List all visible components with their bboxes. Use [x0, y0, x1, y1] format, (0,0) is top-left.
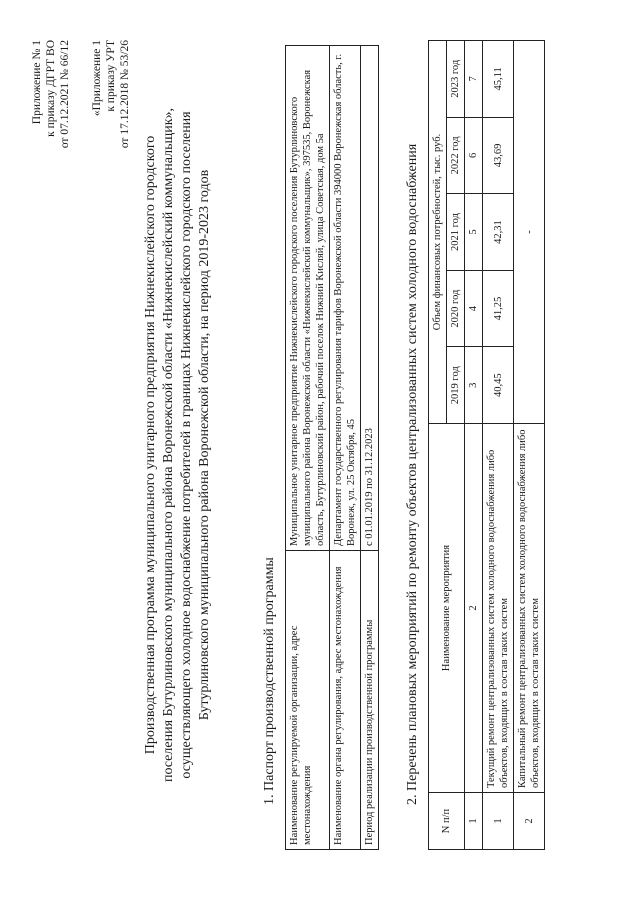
- row-value: 43,69: [483, 117, 514, 194]
- passport-table: [285, 45, 379, 850]
- document-title: [142, 75, 214, 815]
- year-header: 2022 год: [447, 117, 465, 194]
- index-cell: 5: [465, 194, 483, 271]
- table-index-row: [465, 41, 483, 850]
- table-row: [361, 46, 379, 850]
- row-num: 2: [514, 793, 545, 850]
- appendix-line: от 07.12.2021 № 66/12: [59, 40, 71, 149]
- year-header: 2020 год: [447, 270, 465, 347]
- index-cell: 3: [465, 347, 483, 424]
- passport-heading: 1. Паспорт производственной программы: [262, 557, 277, 805]
- plan-table: [428, 40, 545, 850]
- index-cell: 7: [465, 41, 483, 118]
- passport-value: Муниципальное унитарное предприятие Нижнекислейского городского поселения Бутурлиновского муниципального района Воронежской области «Нижнекислейский коммунальщик», 397535, Воронежская область, Бутурлиновский район, рабочий поселок Нижний Кисляй, улица Советская, дом 5а: [286, 46, 330, 551]
- appendix-line: к приказу УРТ: [105, 40, 117, 112]
- index-cell: 6: [465, 117, 483, 194]
- row-value: 42,31: [483, 194, 514, 271]
- col-name-header: Наименование мероприятия: [429, 424, 465, 793]
- col-volume-header: Объем финансовых потребностей, тыс. руб.: [429, 41, 447, 424]
- row-value: 45,11: [483, 41, 514, 118]
- appendix-line: от 17.12.2018 № 53/26: [119, 40, 131, 149]
- year-header: 2021 год: [447, 194, 465, 271]
- title-line: осуществляющего холодное водоснабжение потребителей в границах Нижнекислейского городского поселения: [179, 111, 194, 779]
- plan-heading: 2. Перечень плановых мероприятий по ремонту объектов централизованных систем холодного водоснабжения: [405, 143, 420, 805]
- row-num: 1: [483, 793, 514, 850]
- title-line: Производственная программа муниципального унитарного предприятия Нижнекислейского городского: [143, 135, 158, 755]
- passport-value: Департамент государственного регулирования тарифов Воронежской области 394000 Воронежская область, г. Воронеж, ул. 25 Октября, 45: [330, 46, 361, 551]
- row-name: Текущий ремонт централизованных систем холодного водоснабжения либо объектов, входящих в состав таких систем: [483, 424, 514, 793]
- appendix-block: [30, 40, 132, 270]
- index-cell: 1: [465, 793, 483, 850]
- appendix-line: Приложение № 1: [31, 40, 43, 125]
- table-row: [483, 41, 514, 850]
- table-row: [514, 41, 545, 850]
- row-dash: -: [514, 41, 545, 424]
- appendix-line: «Приложение 1: [91, 40, 103, 117]
- appendix-line: к приказу ДГРТ ВО: [45, 40, 57, 137]
- row-name: Капитальный ремонт централизованных систем холодного водоснабжения либо объектов, входящих в состав таких систем: [514, 424, 545, 793]
- table-row: [330, 46, 361, 850]
- table-header-row: [429, 41, 447, 850]
- passport-value: с 01.01.2019 по 31.12.2023: [361, 46, 379, 551]
- passport-label: Наименование органа регулирования, адрес местонахождения: [330, 551, 361, 850]
- row-value: 41,25: [483, 270, 514, 347]
- row-value: 40,45: [483, 347, 514, 424]
- table-row: [286, 46, 330, 850]
- col-num-header: N п/п: [429, 793, 465, 850]
- passport-label: Наименование регулируемой организации, адрес местонахождения: [286, 551, 330, 850]
- title-line: поселения Бутурлиновского муниципального района Воронежской области «Нижнекислейский коммунальщик»,: [161, 107, 176, 783]
- year-header: 2019 год: [447, 347, 465, 424]
- title-line: Бутурлиновского муниципального района Воронежской области, на период 2019-2023 годов: [197, 169, 212, 721]
- index-cell: 2: [465, 424, 483, 793]
- index-cell: 4: [465, 270, 483, 347]
- year-header: 2023 год: [447, 41, 465, 118]
- passport-label: Период реализации производственной программы: [361, 551, 379, 850]
